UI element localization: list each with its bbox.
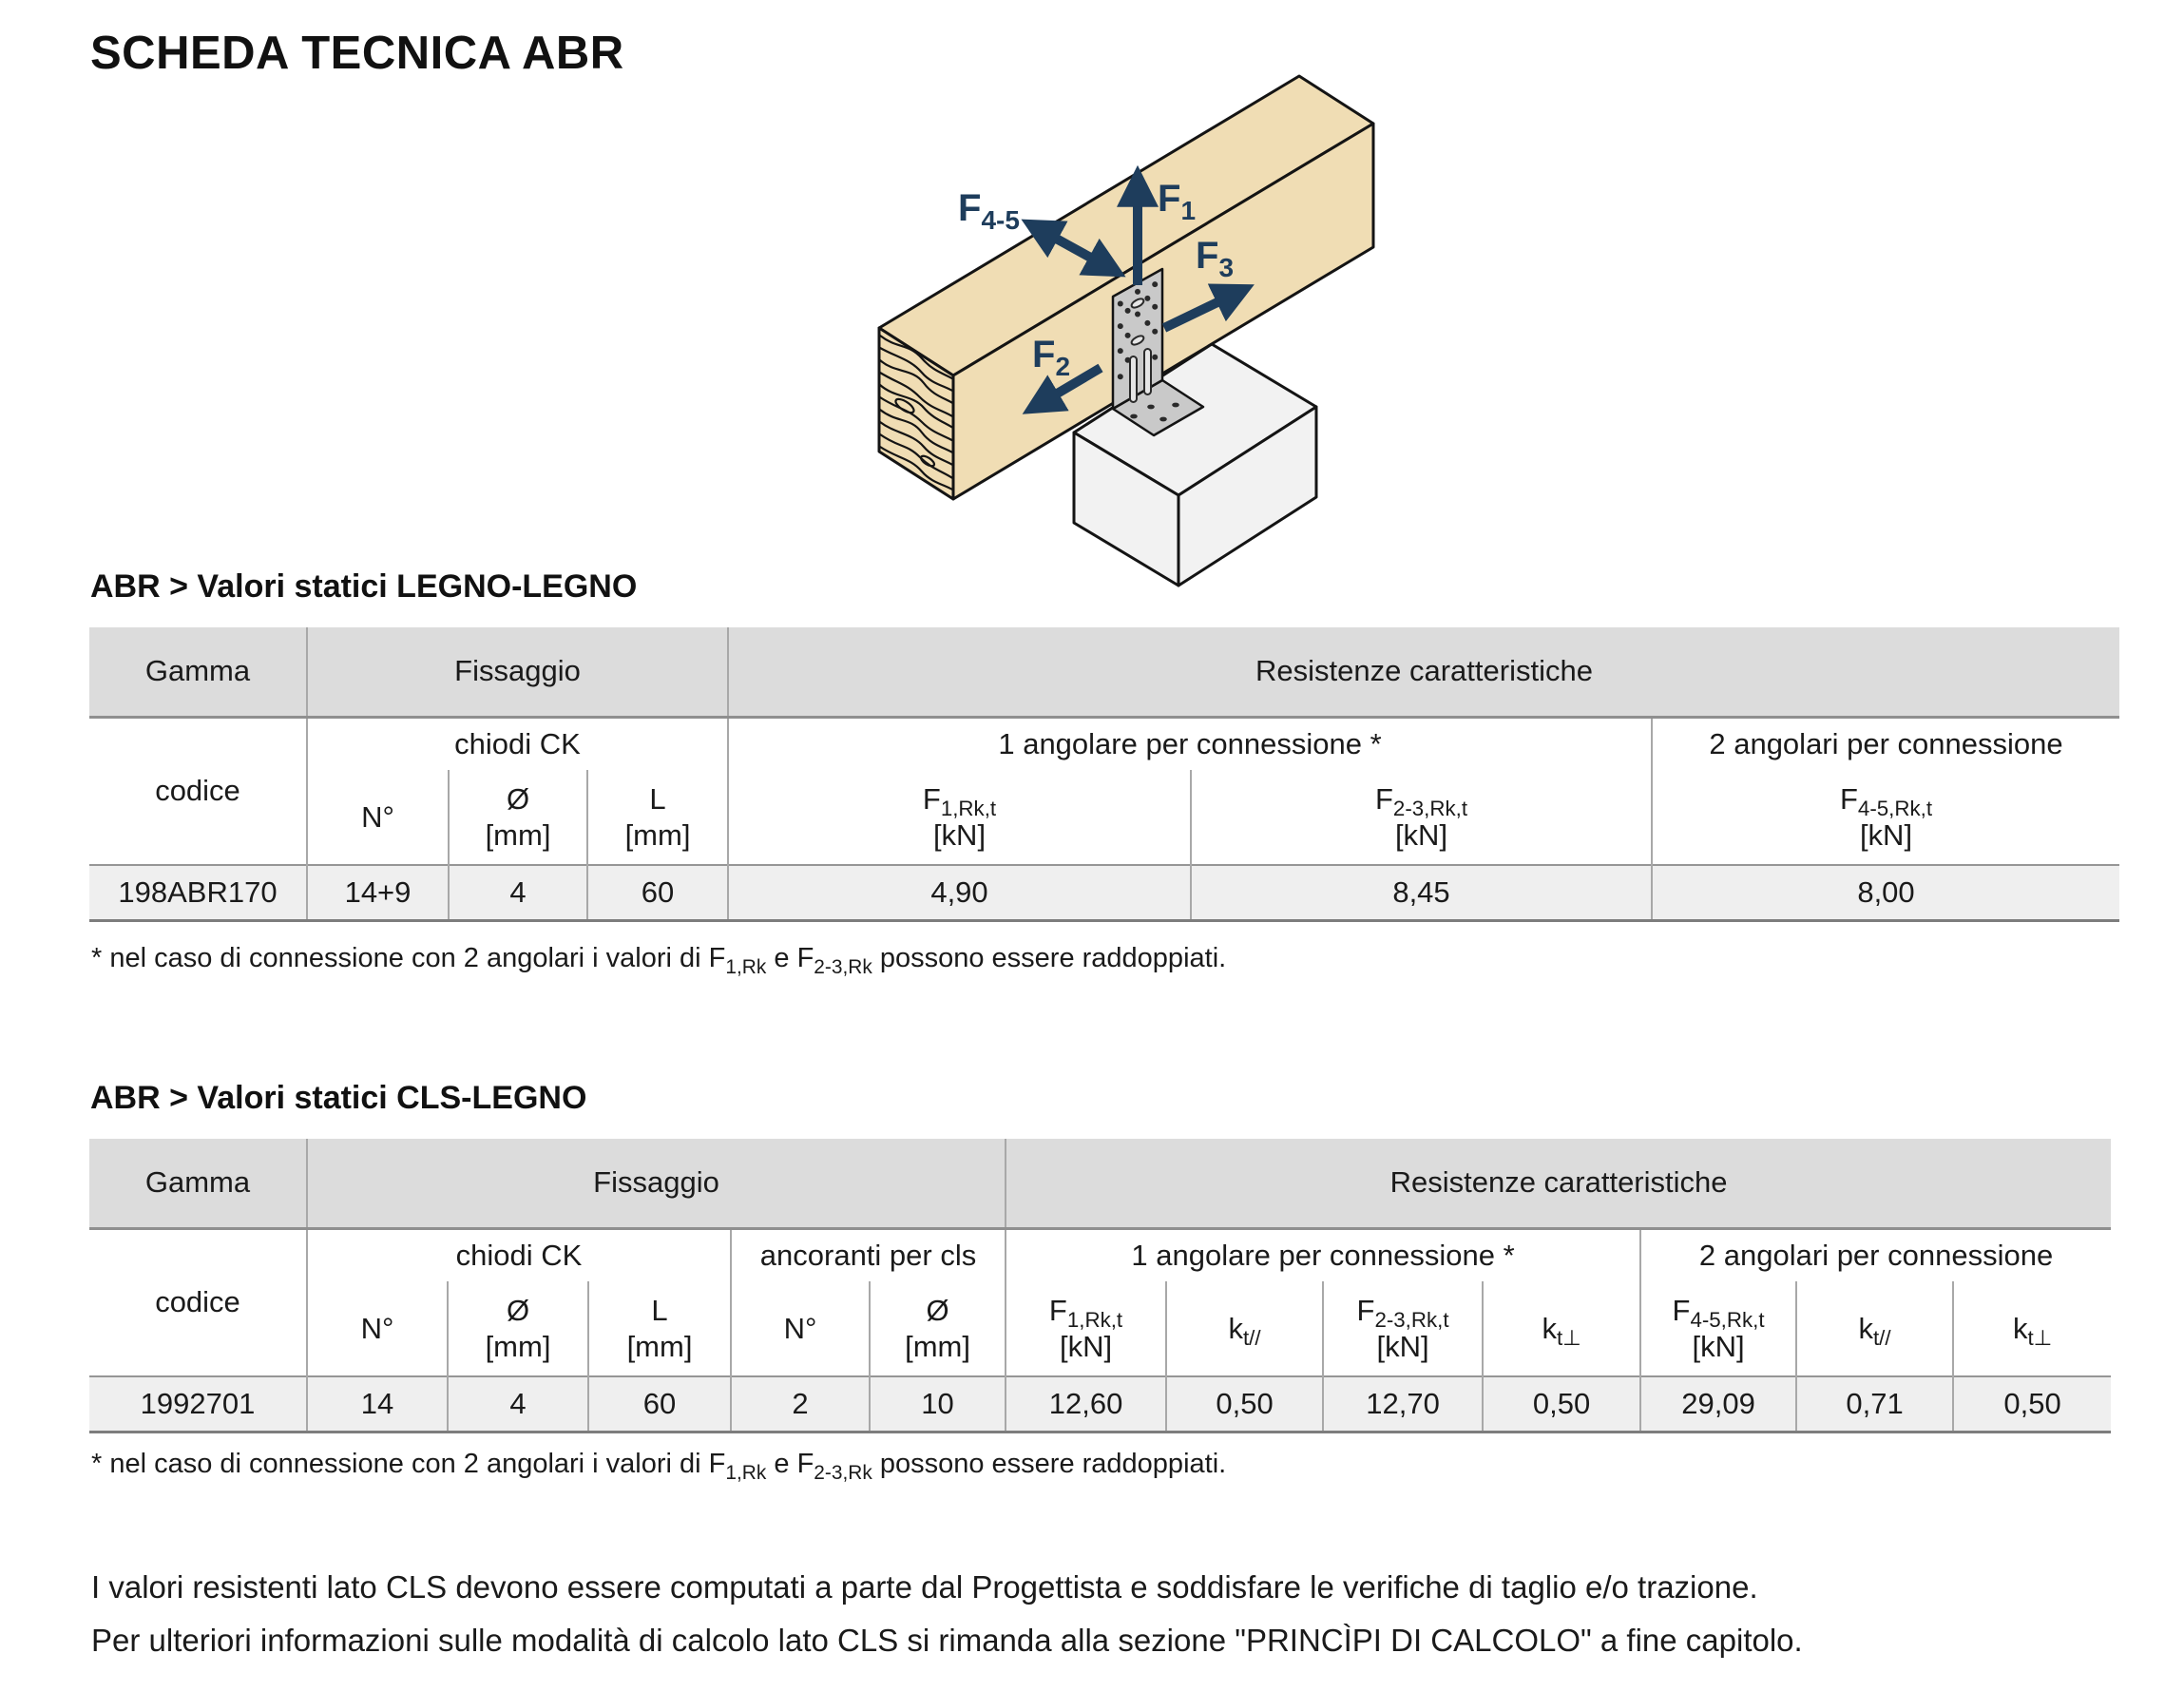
header-codice: codice	[155, 1285, 240, 1319]
footnote-legno: * nel caso di connessione con 2 angolari i valori di $F_{1,Rk}$ e $F_{2-3,Rk}$ possono essere raddoppiati.	[91, 943, 1227, 978]
value-cell: 14+9	[307, 865, 449, 920]
header-n-ancoranti: N°	[731, 1281, 870, 1376]
footnote-cls: * nel caso di connessione con 2 angolari i valori di $F_{1,Rk}$ e $F_{2-3,Rk}$ possono essere raddoppiati.	[91, 1449, 1227, 1484]
header-chiodi-ck: chiodi CK	[307, 1228, 731, 1281]
header-lunghezza: L [mm]	[587, 770, 728, 865]
closing-notes	[91, 1561, 1803, 1667]
header-f23rkt: $F_{2-3,Rk,t}$ [kN]	[1191, 770, 1652, 865]
header-fissaggio: Fissaggio	[307, 1139, 1006, 1228]
table-cls-legno	[89, 1139, 2111, 1433]
header-1-angolare: 1 angolare per connessione *	[1006, 1228, 1640, 1281]
force-label-f1: $F_1$	[1158, 178, 1197, 225]
header-kt-parallelo-2: $k_{t//}$	[1796, 1281, 1953, 1376]
header-1-angolare: 1 angolare per connessione *	[728, 717, 1652, 770]
value-cell: 60	[587, 865, 728, 920]
header-diametro: Ø [mm]	[448, 1281, 588, 1376]
header-2-angolari: 2 angolari per connessione	[1640, 1228, 2111, 1281]
value-cell: 0,50	[1483, 1376, 1640, 1432]
value-codice: 1992701	[89, 1376, 307, 1432]
header-n: N°	[307, 1281, 448, 1376]
closing-note-line1: I valori resistenti lato CLS devono essere computati a parte dal Progettista e soddisfare le verifiche di taglio e/o trazione.	[91, 1569, 1758, 1605]
header-f45rkt: $F_{4-5,Rk,t}$ [kN]	[1652, 770, 2119, 865]
header-kt-parallelo: $k_{t//}$	[1166, 1281, 1323, 1376]
value-cell: 14	[307, 1376, 448, 1432]
header-resistenze: Resistenze caratteristiche	[728, 627, 2119, 717]
abr-connection-illustration	[846, 71, 1378, 589]
value-cell: 29,09	[1640, 1376, 1796, 1432]
header-gamma: Gamma	[89, 1139, 307, 1228]
value-cell: 12,60	[1006, 1376, 1166, 1432]
header-fissaggio: Fissaggio	[307, 627, 728, 717]
value-cell: 2	[731, 1376, 870, 1432]
header-diametro-ancoranti: Ø [mm]	[870, 1281, 1006, 1376]
header-f1rkt: $F_{1,Rk,t}$ [kN]	[1006, 1281, 1166, 1376]
value-cell: 4	[448, 1376, 588, 1432]
value-cell: 12,70	[1323, 1376, 1483, 1432]
table-legno-legno	[89, 627, 2119, 922]
value-codice: 198ABR170	[89, 865, 307, 920]
header-lunghezza: L [mm]	[588, 1281, 731, 1376]
header-chiodi-ck: chiodi CK	[307, 717, 728, 770]
header-2-angolari: 2 angolari per connessione	[1652, 717, 2119, 770]
header-f23rkt: $F_{2-3,Rk,t}$ [kN]	[1323, 1281, 1483, 1376]
force-label-f3: $F_3$	[1196, 235, 1235, 282]
header-f1rkt: $F_{1,Rk,t}$ [kN]	[728, 770, 1191, 865]
value-cell: 0,71	[1796, 1376, 1953, 1432]
value-cell: 8,00	[1652, 865, 2119, 920]
value-cell: 0,50	[1953, 1376, 2111, 1432]
value-cell: 10	[870, 1376, 1006, 1432]
header-resistenze: Resistenze caratteristiche	[1006, 1139, 2111, 1228]
force-label-f4-5: $F_{4-5}$	[958, 187, 1020, 235]
section-heading-legno-legno: ABR > Valori statici LEGNO-LEGNO	[90, 568, 638, 605]
value-cell: 4	[449, 865, 587, 920]
value-cell: 4,90	[728, 865, 1191, 920]
page-title: SCHEDA TECNICA ABR	[90, 28, 624, 79]
header-kt-perpendicolare-2: $k_{t\perp}$	[1953, 1281, 2111, 1376]
header-gamma: Gamma	[89, 627, 307, 717]
header-diametro: Ø [mm]	[449, 770, 587, 865]
value-cell: 60	[588, 1376, 731, 1432]
header-kt-perpendicolare: $k_{t\perp}$	[1483, 1281, 1640, 1376]
header-n: N°	[307, 770, 449, 865]
header-f45rkt: $F_{4-5,Rk,t}$ [kN]	[1640, 1281, 1796, 1376]
value-cell: 0,50	[1166, 1376, 1323, 1432]
header-ancoranti-cls: ancoranti per cls	[731, 1228, 1006, 1281]
section-heading-cls-legno: ABR > Valori statici CLS-LEGNO	[90, 1080, 587, 1116]
closing-note-line2: Per ulteriori informazioni sulle modalità di calcolo lato CLS si rimanda alla sezione "PRINCÌPI DI CALCOLO" a fine capitolo.	[91, 1623, 1803, 1658]
force-label-f2: $F_2$	[1032, 334, 1071, 381]
value-cell: 8,45	[1191, 865, 1652, 920]
header-codice: codice	[155, 774, 240, 808]
